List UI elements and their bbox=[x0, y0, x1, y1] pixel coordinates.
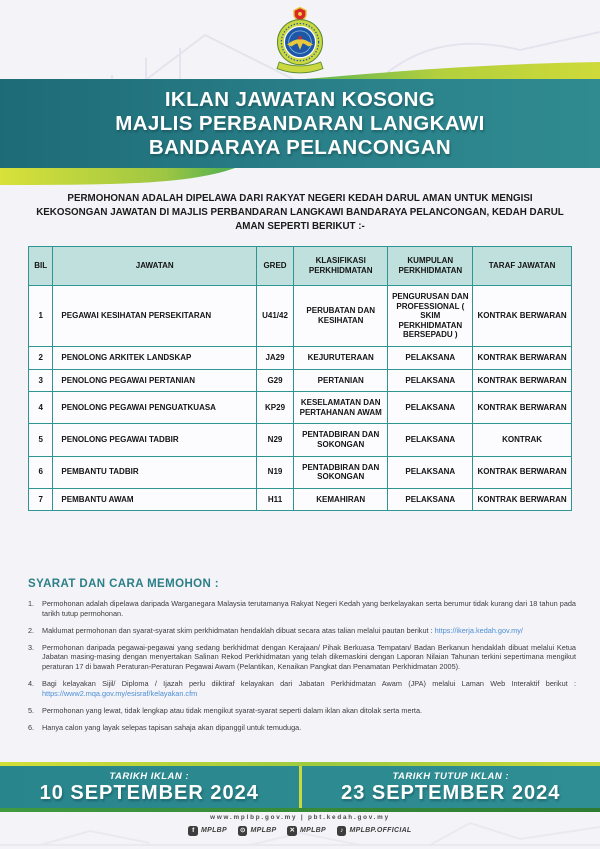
logo-container bbox=[0, 6, 600, 80]
table-cell: KONTRAK BERWARAN bbox=[473, 488, 572, 511]
table-cell: H11 bbox=[257, 488, 294, 511]
table-cell: PELAKSANA bbox=[388, 346, 473, 369]
table-row bbox=[29, 456, 572, 488]
condition-item bbox=[28, 723, 576, 733]
table-cell: 6 bbox=[29, 456, 53, 488]
condition-number: 3. bbox=[28, 642, 35, 652]
header-klasifikasi: KLASIFIKASI PERKHIDMATAN bbox=[293, 247, 387, 286]
tiktok-icon: ♪ bbox=[337, 826, 347, 836]
table-cell: PENTADBIRAN DAN SOKONGAN bbox=[293, 456, 387, 488]
footer-websites: www.mplbp.gov.my | pbt.kedah.gov.my bbox=[210, 814, 390, 821]
table-cell: KONTRAK BERWARAN bbox=[473, 369, 572, 392]
social-instagram[interactable] bbox=[238, 826, 277, 836]
x-handle: MPLBP bbox=[299, 827, 326, 835]
table-cell: PEGAWAI KESIHATAN PERSEKITARAN bbox=[53, 286, 257, 347]
table-row bbox=[29, 392, 572, 424]
table-row bbox=[29, 369, 572, 392]
table-cell: 5 bbox=[29, 424, 53, 456]
table-cell: G29 bbox=[257, 369, 294, 392]
condition-number: 6. bbox=[28, 722, 35, 732]
instagram-icon: ⊙ bbox=[238, 826, 248, 836]
table-cell: KESELAMATAN DAN PERTAHANAN AWAM bbox=[293, 392, 387, 424]
table-cell: PENTADBIRAN DAN SOKONGAN bbox=[293, 424, 387, 456]
title-line-1: IKLAN JAWATAN KOSONG bbox=[164, 88, 436, 111]
social-facebook[interactable] bbox=[188, 826, 227, 836]
header-bil: BIL bbox=[29, 247, 53, 286]
vacancies-table bbox=[28, 246, 572, 511]
social-tiktok[interactable] bbox=[337, 826, 412, 836]
header-jawatan: JAWATAN bbox=[53, 247, 257, 286]
table-row bbox=[29, 286, 572, 347]
condition-text: Permohonan daripada pegawai-pegawai yang sedang berkhidmat dengan Kerajaan/ Pihak Berkuasa Tempatan/ Badan Berkanun hendaklah dibuat melalui Ketua Jabatan masing-masing dengan menyertakan Salinan Rekod Perkhidmatan yang telah dikemaskini dengan Laporan Nilaian Tahunan terkini sepertimana mengikut peraturan 17 di bawah Peraturan-Peraturan Pegawai Awam (Pelantikan, Kenaikan Pangkat dan Penamatan Perkhidmatan 2005). bbox=[42, 642, 576, 671]
table-cell: PELAKSANA bbox=[388, 456, 473, 488]
facebook-handle: MPLBP bbox=[200, 827, 227, 835]
closing-date-value: 23 SEPTEMBER 2024 bbox=[341, 782, 561, 804]
table-cell: KONTRAK BERWARAN bbox=[473, 346, 572, 369]
table-cell: PEMBANTU AWAM bbox=[53, 488, 257, 511]
table-cell: N29 bbox=[257, 424, 294, 456]
x-icon: ✕ bbox=[287, 826, 297, 836]
table-header-row bbox=[29, 247, 572, 286]
condition-text: Bagi kelayakan Sijil/ Diploma / Ijazah perlu diiktiraf kelayakan dari Jabatan Perkhidmatan Awam (JPA) melalui Laman Web Interaktif berikut : https://www2.mqa.gov.my/esisraf/kelayakan.cfm bbox=[42, 679, 576, 698]
advert-date-value: 10 SEPTEMBER 2024 bbox=[39, 782, 259, 804]
vacancies-table-container bbox=[28, 246, 572, 511]
condition-number: 2. bbox=[28, 625, 35, 635]
table-cell: KONTRAK bbox=[473, 424, 572, 456]
conditions-heading: SYARAT DAN CARA MEMOHON : bbox=[28, 578, 220, 590]
table-row bbox=[29, 424, 572, 456]
table-cell: 3 bbox=[29, 369, 53, 392]
council-crest-logo bbox=[261, 6, 339, 80]
table-cell: KONTRAK BERWARAN bbox=[473, 456, 572, 488]
header-gred: GRED bbox=[257, 247, 294, 286]
external-link[interactable]: https://www2.mqa.gov.my/esisraf/kelayakan.cfm bbox=[42, 688, 198, 698]
table-cell: KEMAHIRAN bbox=[293, 488, 387, 511]
social-x[interactable] bbox=[287, 826, 326, 836]
table-cell: KONTRAK BERWARAN bbox=[473, 392, 572, 424]
instagram-handle: MPLBP bbox=[250, 827, 277, 835]
table-cell: PELAKSANA bbox=[388, 369, 473, 392]
condition-number: 5. bbox=[28, 705, 35, 715]
table-cell: KEJURUTERAAN bbox=[293, 346, 387, 369]
condition-item bbox=[28, 643, 576, 672]
table-cell: 4 bbox=[29, 392, 53, 424]
conditions-section bbox=[28, 578, 576, 740]
condition-text: Maklumat permohonan dan syarat-syarat skim perkhidmatan hendaklah dibuat secara atas talian melalui pautan berikut : https://ikerja.kedah.gov.my/ bbox=[42, 625, 523, 635]
table-cell: N19 bbox=[257, 456, 294, 488]
header-kumpulan: KUMPULAN PERKHIDMATAN bbox=[388, 247, 473, 286]
advert-date-block bbox=[0, 762, 299, 812]
closing-date-label: TARIKH TUTUP IKLAN : bbox=[392, 771, 510, 782]
condition-text: Permohonan adalah dipelawa daripada Warganegara Malaysia terutamanya Rakyat Negeri Kedah yang berkelayakan serta berumur tidak kurang dari 18 tahun pada tarikh tutup permohonan. bbox=[42, 599, 576, 618]
condition-text: Permohonan yang lewat, tidak lengkap atau tidak mengikut syarat-syarat seperti dalam iklan akan ditolak serta merta. bbox=[42, 705, 423, 715]
table-cell: 7 bbox=[29, 488, 53, 511]
condition-number: 4. bbox=[28, 679, 35, 689]
table-cell: PENOLONG PEGAWAI TADBIR bbox=[53, 424, 257, 456]
table-row bbox=[29, 488, 572, 511]
condition-text: Hanya calon yang layak selepas tapisan sahaja akan dipanggil untuk temuduga. bbox=[42, 722, 302, 732]
table-cell: PELAKSANA bbox=[388, 392, 473, 424]
dates-banner bbox=[0, 762, 600, 812]
header-taraf: TARAF JAWATAN bbox=[473, 247, 572, 286]
table-cell: JA29 bbox=[257, 346, 294, 369]
condition-item bbox=[28, 599, 576, 618]
intro-paragraph: PERMOHONAN ADALAH DIPELAWA DARI RAKYAT NEGERI KEDAH DARUL AMAN UNTUK MENGISI KEKOSONGAN JAWATAN DI MAJLIS PERBANDARAN LANGKAWI BANDARAYA PELANCONGAN, KEDAH DARUL AMAN SEPERTI BERIKUT :- bbox=[36, 193, 564, 232]
advert-date-label: TARIKH IKLAN : bbox=[109, 771, 190, 782]
facebook-icon: f bbox=[188, 826, 198, 836]
table-cell: U41/42 bbox=[257, 286, 294, 347]
title-line-2: MAJLIS PERBANDARAN LANGKAWI bbox=[115, 112, 485, 135]
tiktok-handle: MPLBP.OFFICIAL bbox=[349, 827, 412, 835]
closing-date-block bbox=[302, 762, 600, 812]
table-cell: PERTANIAN bbox=[293, 369, 387, 392]
table-cell: PENGURUSAN DAN PROFESSIONAL ( SKIM PERKHIDMATAN BERSEPADU ) bbox=[388, 286, 473, 347]
table-cell: PERUBATAN DAN KESIHATAN bbox=[293, 286, 387, 347]
condition-item bbox=[28, 706, 576, 716]
table-cell: PENOLONG PEGAWAI PERTANIAN bbox=[53, 369, 257, 392]
title-line-3: BANDARAYA PELANCONGAN bbox=[148, 136, 452, 159]
table-cell: PENOLONG ARKITEK LANDSKAP bbox=[53, 346, 257, 369]
external-link[interactable]: https://ikerja.kedah.gov.my/ bbox=[434, 625, 523, 635]
social-row bbox=[0, 826, 600, 836]
table-cell: 2 bbox=[29, 346, 53, 369]
conditions-list bbox=[28, 599, 576, 732]
table-cell: PENOLONG PEGAWAI PENGUATKUASA bbox=[53, 392, 257, 424]
condition-item bbox=[28, 626, 576, 636]
condition-number: 1. bbox=[28, 599, 35, 608]
title-banner bbox=[0, 62, 600, 186]
condition-item bbox=[28, 679, 576, 698]
table-cell: KP29 bbox=[257, 392, 294, 424]
table-cell: KONTRAK BERWARAN bbox=[473, 286, 572, 347]
footer bbox=[0, 814, 600, 836]
table-cell: 1 bbox=[29, 286, 53, 347]
poster-title bbox=[0, 88, 600, 160]
table-row bbox=[29, 346, 572, 369]
table-cell: PELAKSANA bbox=[388, 424, 473, 456]
table-cell: PELAKSANA bbox=[388, 488, 473, 511]
table-cell: PEMBANTU TADBIR bbox=[53, 456, 257, 488]
